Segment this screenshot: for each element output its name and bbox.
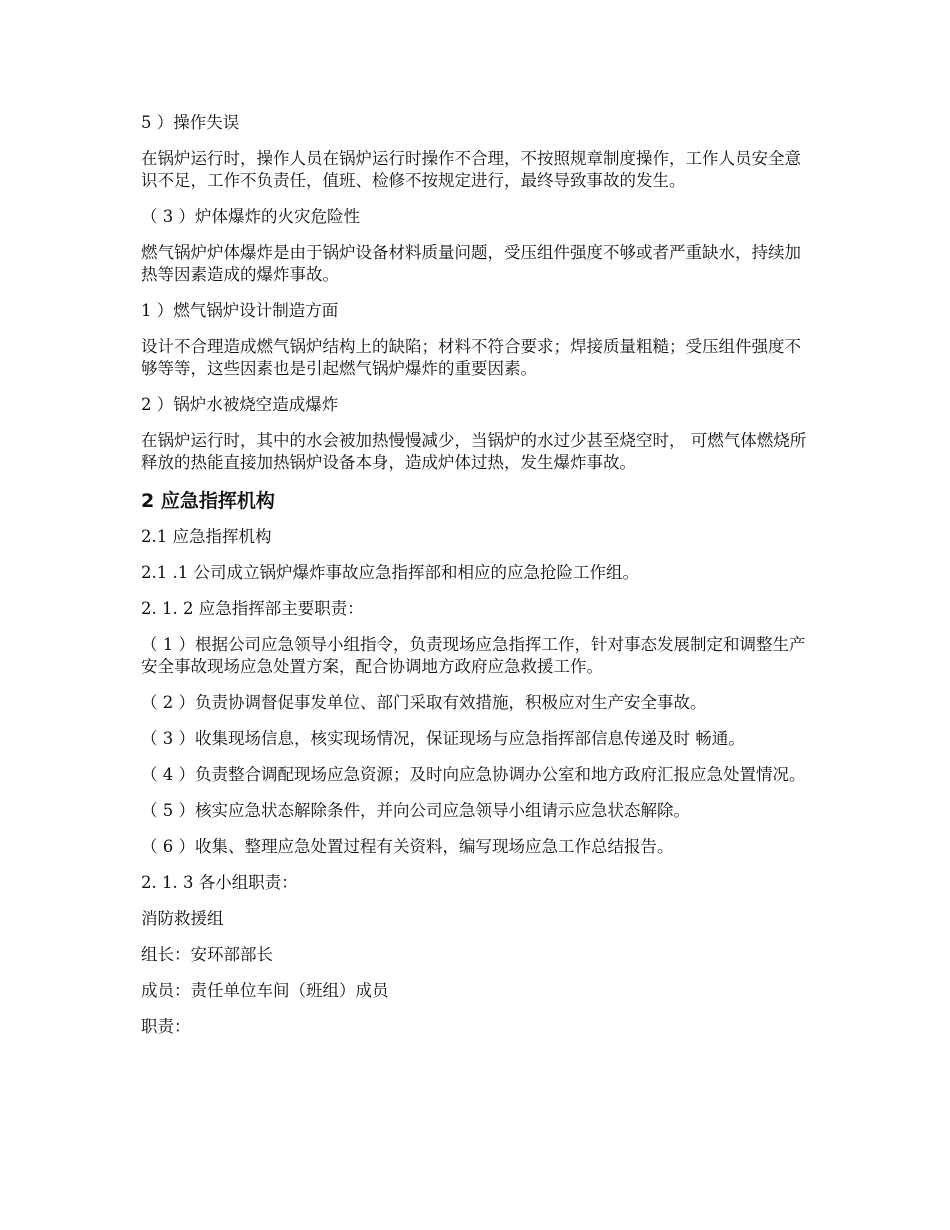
paragraph: 在锅炉运行时，其中的水会被加热慢慢减少，当锅炉的水过少甚至烧空时， 可燃气体燃烧所释放的热能直接加热锅炉设备本身，造成炉体过热，发生爆炸事故。: [141, 431, 807, 472]
group-duties-label: 职责：: [141, 1017, 191, 1036]
duty-item: （ 6 ）收集、整理应急处置过程有关资料，编写现场应急工作总结报告。: [141, 837, 674, 856]
duty-item: （ 2 ）负责协调督促事发单位、部门采取有效措施，积极应对生产安全事故。: [141, 693, 707, 712]
paragraph: 在锅炉运行时，操作人员在锅炉运行时操作不合理，不按照规章制度操作，工作人员安全意识不足，工作不负责任，值班、检修不按规定进行，最终导致事故的发生。: [141, 149, 801, 190]
document-page: [141, 112, 816, 1052]
paragraph-subheading: （ 3 ）炉体爆炸的火灾危险性: [141, 207, 360, 226]
section-heading: 2 应急指挥机构: [141, 490, 275, 512]
paragraph-subheading: 1 ）燃气锅炉设计制造方面: [141, 301, 339, 320]
group-members: 成员：责任单位车间（班组）成员: [141, 981, 389, 1000]
duty-item: （ 4 ）负责整合调配现场应急资源；及时向应急协调办公室和地方政府汇报应急处置情况。: [141, 765, 806, 784]
paragraph: 燃气锅炉炉体爆炸是由于锅炉设备材料质量问题，受压组件强度不够或者严重缺水，持续加热等因素造成的爆炸事故。: [141, 243, 801, 284]
duty-item: （ 1 ）根据公司应急领导小组指令，负责现场应急指挥工作，针对事态发展制定和调整生产安全事故现场应急处置方案，配合协调地方政府应急救援工作。: [141, 635, 806, 676]
group-leader: 组长：安环部部长: [141, 945, 273, 964]
paragraph: 2.1 .1 公司成立锅炉爆炸事故应急指挥部和相应的应急抢险工作组。: [141, 563, 639, 582]
paragraph-subheading: 2.1 应急指挥机构: [141, 527, 272, 546]
paragraph-subheading: 2 ）锅炉水被烧空造成爆炸: [141, 395, 339, 414]
paragraph: 设计不合理造成燃气锅炉结构上的缺陷；材料不符合要求；焊接质量粗糙；受压组件强度不够等等，这些因素也是引起燃气锅炉爆炸的重要因素。: [141, 337, 801, 378]
paragraph-subheading: 2. 1. 2 应急指挥部主要职责：: [141, 599, 364, 618]
paragraph-subheading: 5 ）操作失误: [141, 113, 240, 132]
group-name: 消防救援组: [141, 909, 224, 928]
paragraph-subheading: 2. 1. 3 各小组职责：: [141, 873, 298, 892]
duty-item: （ 5 ）核实应急状态解除条件，并向公司应急领导小组请示应急状态解除。: [141, 801, 690, 820]
duty-item: （ 3 ）收集现场信息，核实现场情况，保证现场与应急指挥部信息传递及时 畅通。: [141, 729, 745, 748]
